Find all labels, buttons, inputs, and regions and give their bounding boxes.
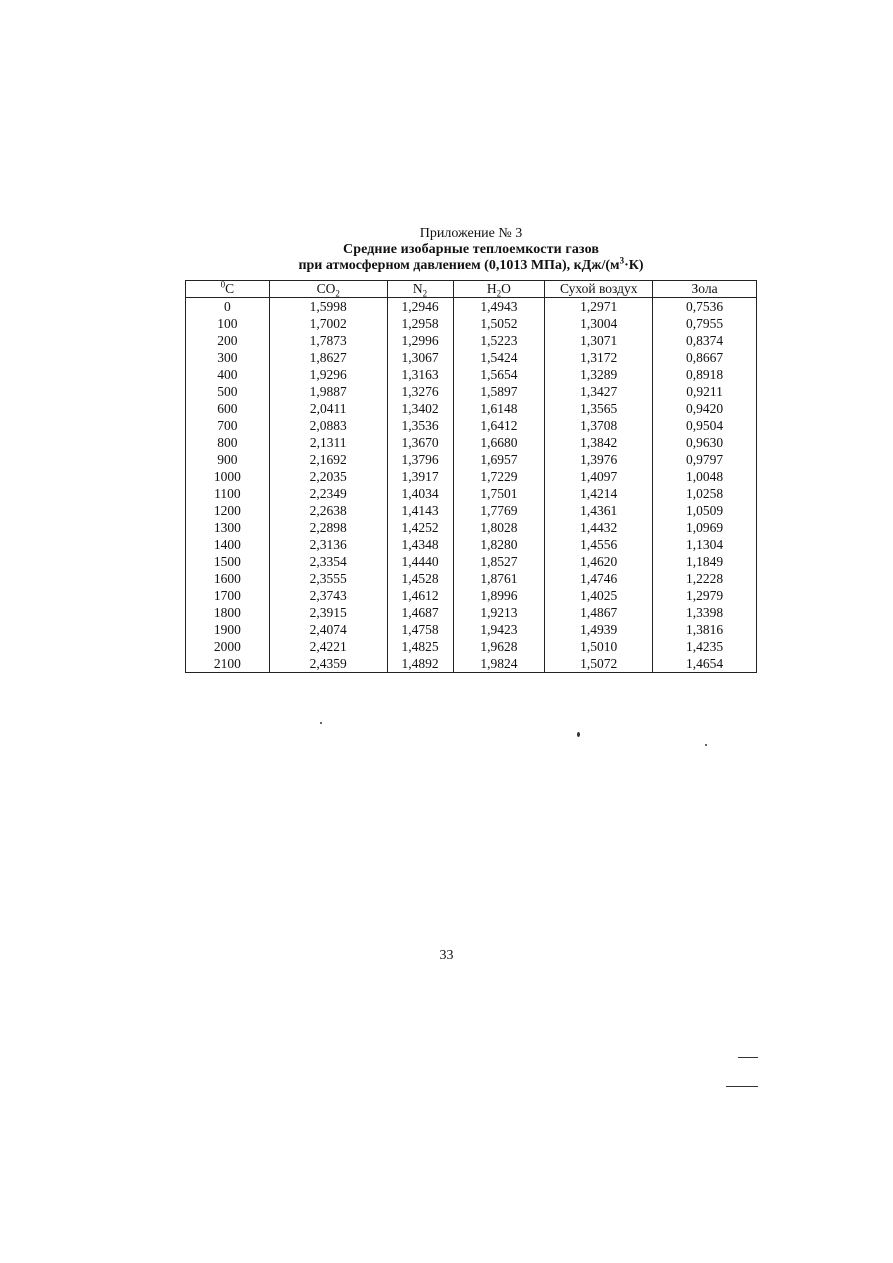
cell-n2: 1,4892: [387, 655, 453, 673]
cell-co2: 2,4359: [269, 655, 387, 673]
cell-h2o: 1,9213: [453, 604, 545, 621]
cell-ash: 1,2228: [653, 570, 757, 587]
cell-h2o: 1,8028: [453, 519, 545, 536]
cell-temperature: 600: [186, 400, 270, 417]
subtitle-superscript: 3: [619, 255, 625, 266]
table-row: [186, 315, 757, 332]
appendix-label: Приложение № 3: [419, 226, 523, 241]
cell-ash: 0,9504: [653, 417, 757, 434]
header-row: [186, 281, 757, 298]
cell-temperature: 1300: [186, 519, 270, 536]
cell-n2: 1,4758: [387, 621, 453, 638]
cell-temperature: 400: [186, 366, 270, 383]
cell-temperature: 1800: [186, 604, 270, 621]
table-row: [186, 485, 757, 502]
cell-ash: 1,0969: [653, 519, 757, 536]
cell-n2: 1,3796: [387, 451, 453, 468]
cell-h2o: 1,7229: [453, 468, 545, 485]
cell-n2: 1,3917: [387, 468, 453, 485]
cell-co2: 2,3555: [269, 570, 387, 587]
cell-dry-air: 1,4867: [545, 604, 653, 621]
cell-h2o: 1,6148: [453, 400, 545, 417]
cell-co2: 2,4221: [269, 638, 387, 655]
cell-co2: 2,2638: [269, 502, 387, 519]
scan-mark-top: [738, 1057, 758, 1058]
cell-n2: 1,2996: [387, 332, 453, 349]
cell-co2: 1,9887: [269, 383, 387, 400]
cell-n2: 1,3402: [387, 400, 453, 417]
cell-dry-air: 1,4432: [545, 519, 653, 536]
temperature-unit: С: [225, 281, 235, 296]
header-dry-air: Сухой воздух: [545, 281, 653, 298]
cell-ash: 0,8918: [653, 366, 757, 383]
heat-capacity-table: [185, 280, 757, 673]
table-body: [186, 298, 757, 673]
subtitle-suffix: ·К): [624, 258, 644, 273]
table-row: [186, 519, 757, 536]
cell-h2o: 1,9824: [453, 655, 545, 673]
h2o-label-o: O: [501, 281, 511, 296]
cell-temperature: 2100: [186, 655, 270, 673]
table-row: [186, 553, 757, 570]
cell-co2: 1,5998: [269, 298, 387, 316]
table-header: [186, 281, 757, 298]
cell-h2o: 1,9423: [453, 621, 545, 638]
cell-temperature: 1600: [186, 570, 270, 587]
cell-n2: 1,2946: [387, 298, 453, 316]
table-row: [186, 451, 757, 468]
co2-subscript: 2: [335, 288, 340, 299]
cell-temperature: 200: [186, 332, 270, 349]
table-row: [186, 621, 757, 638]
h2o-label-h: H: [486, 281, 497, 296]
scan-mark-bottom: [726, 1086, 758, 1087]
cell-n2: 1,3163: [387, 366, 453, 383]
cell-ash: 1,4235: [653, 638, 757, 655]
h2o-subscript: 2: [496, 288, 502, 299]
table-row: [186, 434, 757, 451]
cell-temperature: 100: [186, 315, 270, 332]
cell-h2o: 1,5223: [453, 332, 545, 349]
n2-subscript: 2: [422, 288, 428, 299]
cell-ash: 0,7955: [653, 315, 757, 332]
cell-co2: 2,3743: [269, 587, 387, 604]
cell-temperature: 1100: [186, 485, 270, 502]
cell-co2: 1,7002: [269, 315, 387, 332]
cell-dry-air: 1,3976: [545, 451, 653, 468]
cell-co2: 2,1692: [269, 451, 387, 468]
cell-co2: 2,0411: [269, 400, 387, 417]
cell-h2o: 1,5052: [453, 315, 545, 332]
cell-n2: 1,3670: [387, 434, 453, 451]
cell-dry-air: 1,4214: [545, 485, 653, 502]
cell-h2o: 1,8527: [453, 553, 545, 570]
cell-co2: 2,3354: [269, 553, 387, 570]
cell-temperature: 700: [186, 417, 270, 434]
cell-temperature: 800: [186, 434, 270, 451]
cell-h2o: 1,9628: [453, 638, 545, 655]
cell-ash: 0,8374: [653, 332, 757, 349]
cell-n2: 1,4034: [387, 485, 453, 502]
table-row: [186, 502, 757, 519]
cell-n2: 1,4612: [387, 587, 453, 604]
cell-n2: 1,4825: [387, 638, 453, 655]
scan-speck: [320, 722, 322, 724]
cell-dry-air: 1,4361: [545, 502, 653, 519]
cell-dry-air: 1,3842: [545, 434, 653, 451]
cell-temperature: 1000: [186, 468, 270, 485]
cell-co2: 1,8627: [269, 349, 387, 366]
cell-temperature: 1500: [186, 553, 270, 570]
cell-co2: 2,3915: [269, 604, 387, 621]
table-row: [186, 638, 757, 655]
scan-speck: [705, 744, 707, 746]
cell-ash: 1,3816: [653, 621, 757, 638]
subtitle-prefix: при атмосферном давлением (0,1013 МПа), кДж/(м: [298, 258, 620, 273]
page-header: [185, 226, 757, 274]
cell-dry-air: 1,3708: [545, 417, 653, 434]
header-h2o: [453, 281, 545, 298]
cell-h2o: 1,5897: [453, 383, 545, 400]
cell-n2: 1,4440: [387, 553, 453, 570]
cell-ash: 1,1304: [653, 536, 757, 553]
cell-dry-air: 1,5010: [545, 638, 653, 655]
cell-dry-air: 1,3071: [545, 332, 653, 349]
cell-ash: 0,9420: [653, 400, 757, 417]
table-row: [186, 383, 757, 400]
cell-dry-air: 1,4025: [545, 587, 653, 604]
cell-dry-air: 1,3289: [545, 366, 653, 383]
table-row: [186, 570, 757, 587]
cell-ash: 1,0509: [653, 502, 757, 519]
cell-co2: 2,3136: [269, 536, 387, 553]
cell-ash: 0,9211: [653, 383, 757, 400]
cell-dry-air: 1,3004: [545, 315, 653, 332]
cell-h2o: 1,5424: [453, 349, 545, 366]
n2-label: N: [412, 281, 423, 296]
cell-n2: 1,3067: [387, 349, 453, 366]
cell-temperature: 2000: [186, 638, 270, 655]
degree-mark: 0: [220, 279, 226, 290]
cell-n2: 1,2958: [387, 315, 453, 332]
cell-n2: 1,4528: [387, 570, 453, 587]
header-temperature: [186, 281, 270, 298]
cell-co2: 2,1311: [269, 434, 387, 451]
cell-n2: 1,3536: [387, 417, 453, 434]
cell-ash: 1,3398: [653, 604, 757, 621]
header-n2: [387, 281, 453, 298]
table-title: Средние изобарные теплоемкости газов: [343, 242, 599, 257]
cell-temperature: 0: [186, 298, 270, 316]
cell-ash: 0,7536: [653, 298, 757, 316]
table-row: [186, 298, 757, 316]
cell-h2o: 1,5654: [453, 366, 545, 383]
cell-dry-air: 1,5072: [545, 655, 653, 673]
cell-h2o: 1,8761: [453, 570, 545, 587]
cell-h2o: 1,8280: [453, 536, 545, 553]
header-co2: [269, 281, 387, 298]
cell-ash: 0,9630: [653, 434, 757, 451]
cell-ash: 1,4654: [653, 655, 757, 673]
table-row: [186, 332, 757, 349]
cell-temperature: 1900: [186, 621, 270, 638]
cell-co2: 2,4074: [269, 621, 387, 638]
header-ash: Зола: [653, 281, 757, 298]
cell-co2: 1,7873: [269, 332, 387, 349]
cell-h2o: 1,6680: [453, 434, 545, 451]
cell-dry-air: 1,3427: [545, 383, 653, 400]
table-row: [186, 417, 757, 434]
cell-n2: 1,4143: [387, 502, 453, 519]
cell-co2: 2,0883: [269, 417, 387, 434]
cell-h2o: 1,7501: [453, 485, 545, 502]
cell-temperature: 1400: [186, 536, 270, 553]
table-row: [186, 468, 757, 485]
cell-ash: 1,0048: [653, 468, 757, 485]
cell-h2o: 1,6412: [453, 417, 545, 434]
cell-n2: 1,4348: [387, 536, 453, 553]
table-row: [186, 536, 757, 553]
table-row: [186, 587, 757, 604]
table-subtitle: [185, 255, 757, 274]
page-number: 33: [439, 948, 454, 963]
cell-dry-air: 1,4620: [545, 553, 653, 570]
cell-n2: 1,4252: [387, 519, 453, 536]
cell-co2: 2,2898: [269, 519, 387, 536]
cell-dry-air: 1,3565: [545, 400, 653, 417]
table-row: [186, 604, 757, 621]
table-row: [186, 400, 757, 417]
cell-temperature: 1200: [186, 502, 270, 519]
cell-dry-air: 1,2971: [545, 298, 653, 316]
cell-co2: 2,2349: [269, 485, 387, 502]
cell-h2o: 1,4943: [453, 298, 545, 316]
cell-h2o: 1,8996: [453, 587, 545, 604]
table-row: [186, 366, 757, 383]
cell-temperature: 300: [186, 349, 270, 366]
cell-dry-air: 1,3172: [545, 349, 653, 366]
cell-temperature: 900: [186, 451, 270, 468]
cell-dry-air: 1,4556: [545, 536, 653, 553]
cell-co2: 2,2035: [269, 468, 387, 485]
cell-ash: 0,9797: [653, 451, 757, 468]
cell-ash: 1,2979: [653, 587, 757, 604]
cell-dry-air: 1,4097: [545, 468, 653, 485]
co2-label: CO: [316, 281, 336, 296]
cell-h2o: 1,7769: [453, 502, 545, 519]
cell-dry-air: 1,4939: [545, 621, 653, 638]
cell-dry-air: 1,4746: [545, 570, 653, 587]
cell-temperature: 500: [186, 383, 270, 400]
cell-co2: 1,9296: [269, 366, 387, 383]
cell-ash: 0,8667: [653, 349, 757, 366]
cell-n2: 1,4687: [387, 604, 453, 621]
cell-n2: 1,3276: [387, 383, 453, 400]
table-row: [186, 655, 757, 673]
cell-temperature: 1700: [186, 587, 270, 604]
table-row: [186, 349, 757, 366]
cell-h2o: 1,6957: [453, 451, 545, 468]
cell-ash: 1,0258: [653, 485, 757, 502]
scan-speck: [577, 732, 580, 737]
cell-ash: 1,1849: [653, 553, 757, 570]
